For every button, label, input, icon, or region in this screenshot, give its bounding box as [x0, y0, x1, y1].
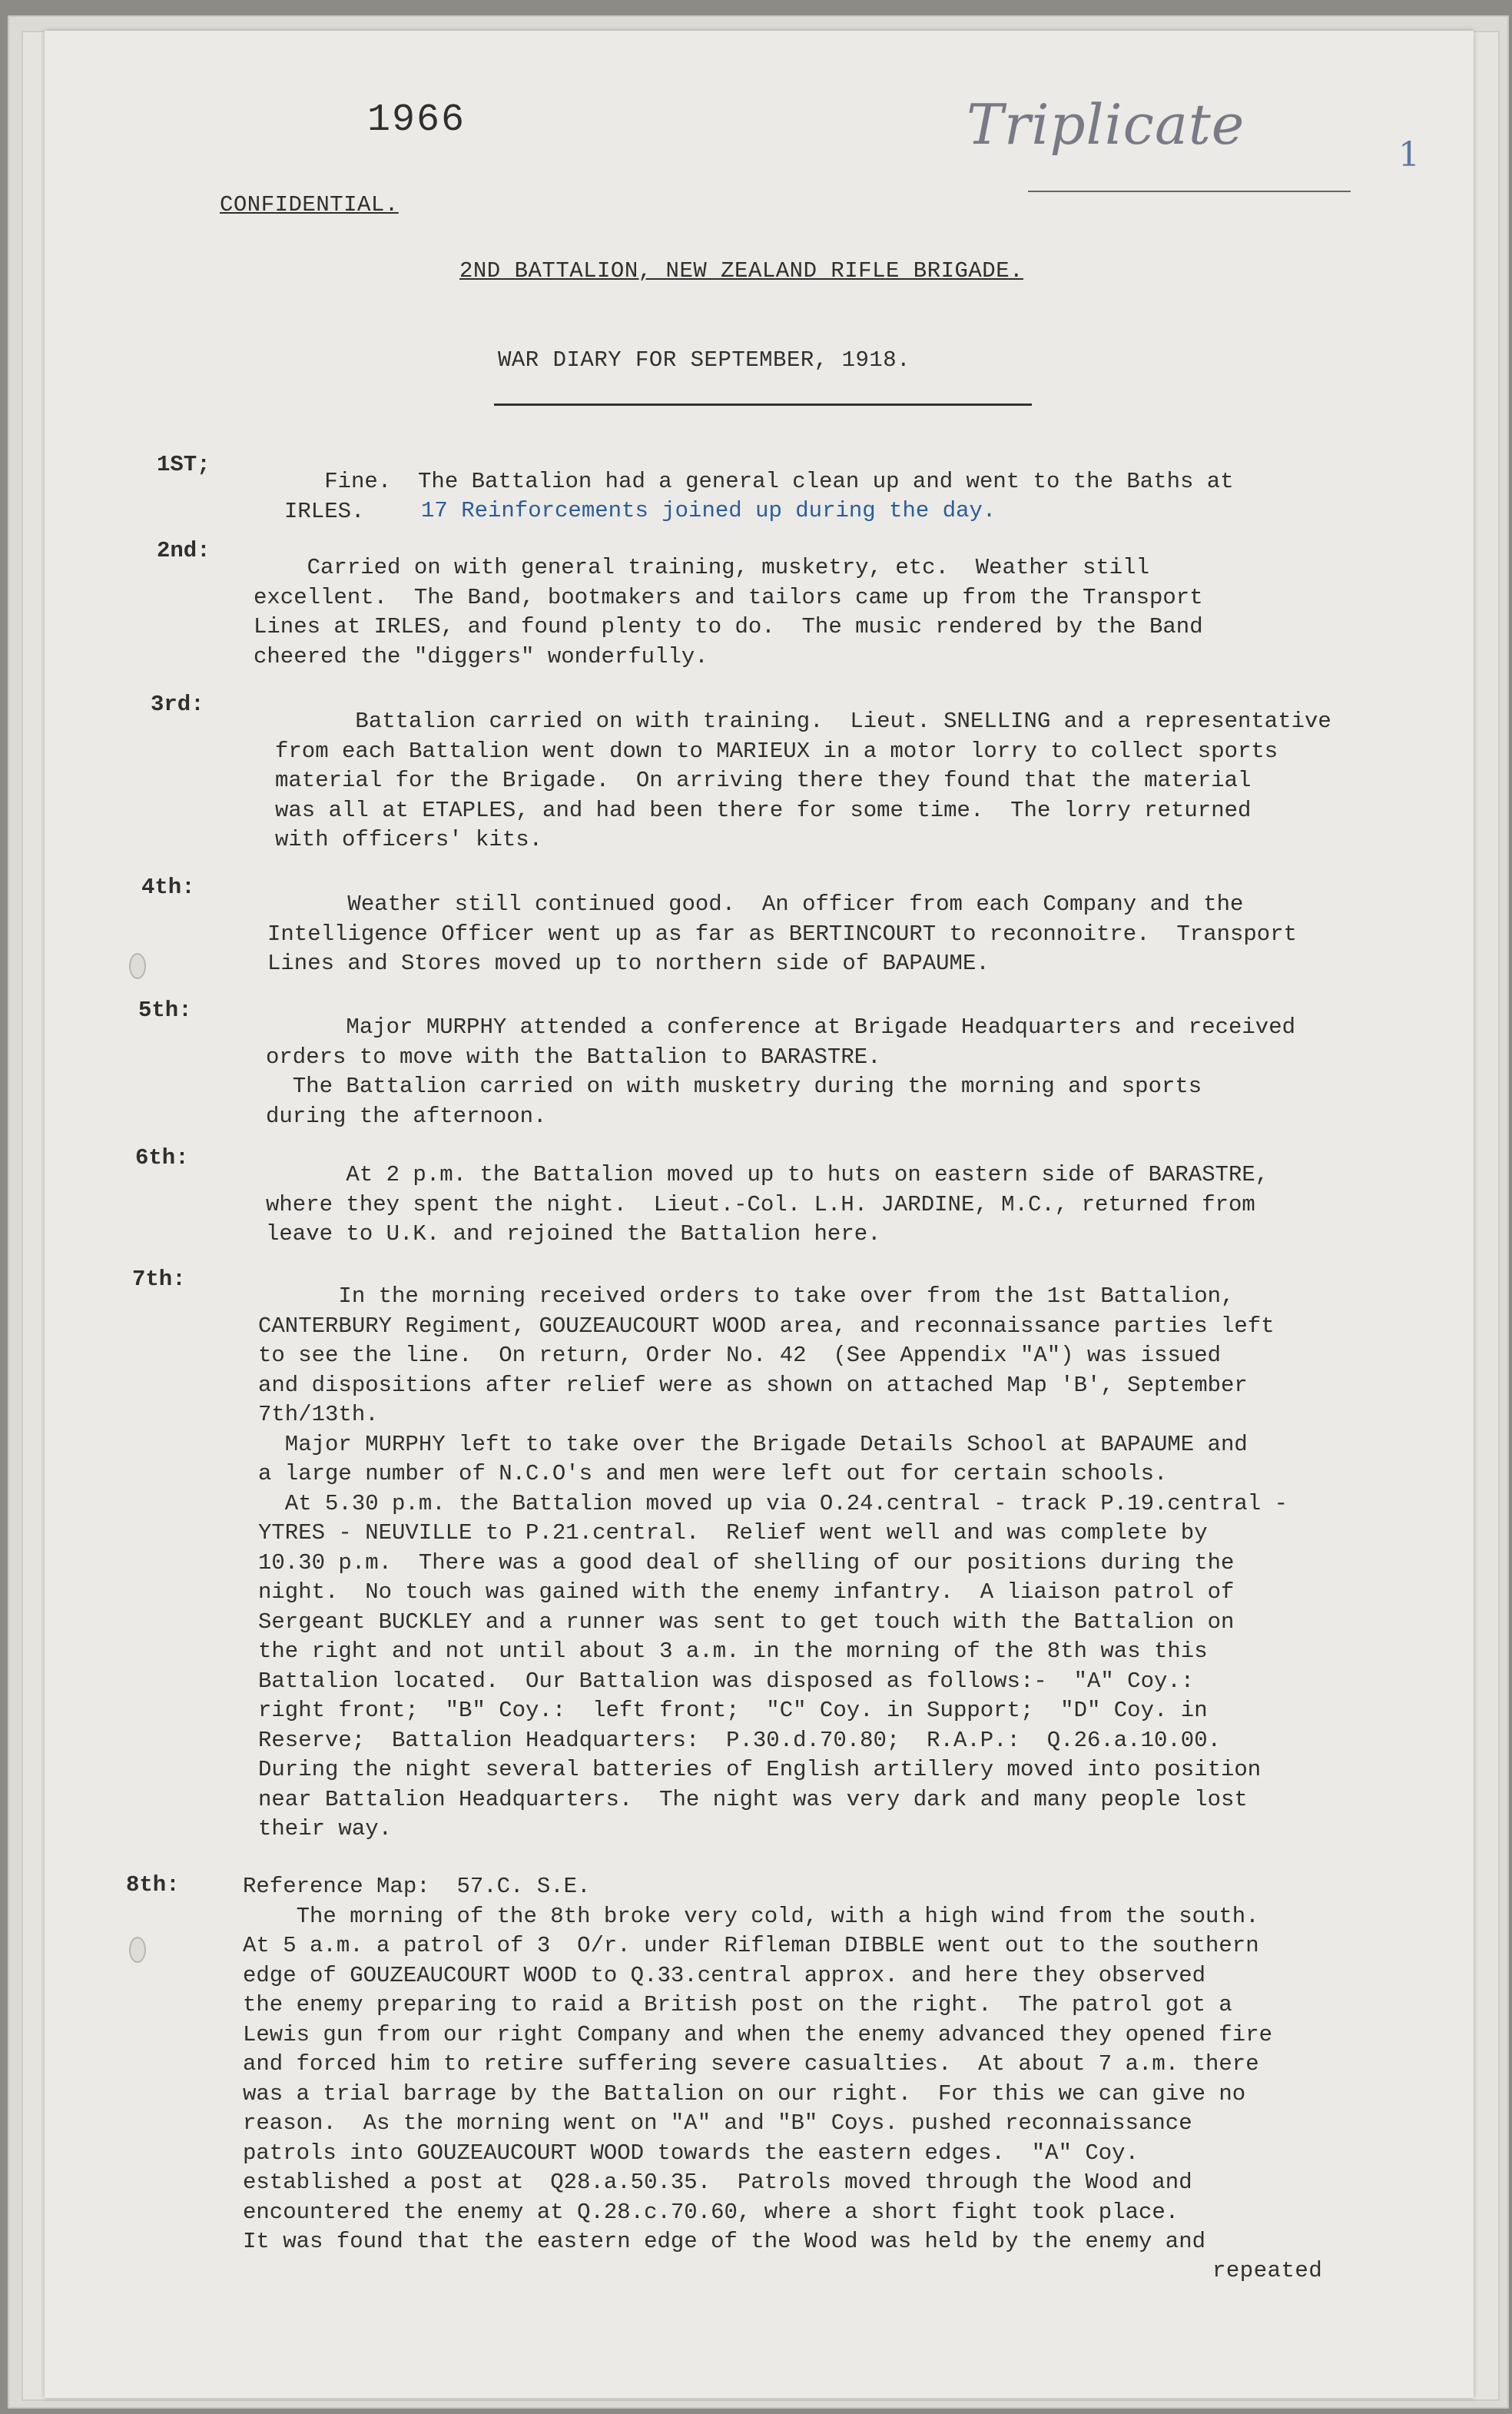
entry-body: At 2 p.m. the Battalion moved up to huts on eastern side of BARASTRE, where they spent the night. Lieut.-Col. L.H. JARDINE, M.C., returned from leave to U.K. and rejoined the Battalion here. — [266, 1162, 1269, 1247]
unit-title: 2ND BATTALION, NEW ZEALAND RIFLE BRIGADE. — [459, 258, 1024, 284]
entry-date: 2nd: — [157, 538, 211, 563]
punch-hole — [129, 1937, 146, 1963]
entry-date: 4th: — [141, 875, 195, 900]
file-number: 1966 — [367, 98, 466, 142]
title-rule — [494, 403, 1032, 406]
entry-body: Reference Map: 57.C. S.E. The morning of the 8th broke very cold, with a high wind from the south. At 5 a.m. a patrol of 3 O/r. under Rifleman DIBBLE went out to the southern edge of GOUZEAUCOURT WOOD to Q.33.central approx. and here they observed the enemy preparing to raid a British post on the right. The patrol got a Lewis gun from our right Company and when the enemy advanced they opened fire and forced him to retire suffering severe casualties. At about 7 a.m. there was a trial barrage by the Battalion on our right. For this we can give no reason. As the morning went on "A" and "B" Coys. pushed reconnaissance patrols into GOUZEAUCOURT WOOD towards the eastern edges. "A" Coy. established a post at Q28.a.50.35. Patrols moved through the Wood and encountered the enemy at Q.28.c.70.60, where a short fight took place. It was found that the eastern edge of the Wood was held by the enemy and — [243, 1874, 1273, 2254]
entry-date: 3rd: — [151, 692, 204, 717]
entry-date: 8th: — [126, 1872, 180, 1898]
punch-hole — [129, 953, 146, 979]
classification-label: CONFIDENTIAL. — [220, 192, 399, 217]
annotation-underline — [1028, 191, 1351, 192]
reinforcements-note: 17 Reinforcements joined up during the day. — [421, 498, 996, 523]
page-number: 1 — [1398, 135, 1421, 174]
entry-date: 7th: — [132, 1267, 186, 1292]
entry-body: Fine. The Battalion had a general clean up and went to the Baths at IRLES. — [284, 469, 1234, 524]
entry-body: Carried on with general training, musketry, etc. Weather still excellent. The Band, bootmakers and tailors came up from the Transport Lines at IRLES, and found plenty to do. The music rendered by the Band cheered the "diggers" wonderfully. — [254, 555, 1203, 669]
triplicate-annotation: Triplicate — [967, 92, 1245, 157]
diary-title: WAR DIARY FOR SEPTEMBER, 1918. — [498, 347, 911, 373]
catchword: repeated — [1212, 2258, 1323, 2283]
entry-body: Major MURPHY attended a conference at Brigade Headquarters and received orders to move with the Battalion to BARASTRE. The Battalion carried on with musketry during the morning and sports during the afternoon. — [266, 1014, 1296, 1129]
entry-date: 1ST; — [157, 452, 211, 477]
document-page — [45, 31, 1474, 2398]
entry-body: Battalion carried on with training. Lieut. SNELLING and a representative from each Battalion went down to MARIEUX in a motor lorry to collect sports material for the Brigade. On arriving there they found that the material was all at ETAPLES, and had been there for some time. The lorry returned with officers' kits. — [275, 709, 1331, 852]
entry-date: 6th: — [135, 1145, 189, 1170]
entry-body: In the morning received orders to take over from the 1st Battalion, CANTERBURY Regiment, GOUZEAUCOURT WOOD area, and reconnaissance parties left to see the line. On return, Order No. 42 (See Appendix "A") was issued and dispositions after relief were as shown on attached Map 'B', September 7th/13th. Major MURPHY left to take over the Brigade Details School at BAPAUME and a large number of N.C.O's and men were left out for certain schools. At 5.30 p.m. the Battalion moved up via O.24.central - track P.19.central - YTRES - NEUVILLE to P.21.central. Relief went well and was complete by 10.30 p.m. There was a good deal of shelling of our positions during the night. No touch was gained with the enemy infantry. A liaison patrol of Sergeant BUCKLEY and a runner was sent to get touch with the Battalion on the right and not until about 3 a.m. in the morning of the 8th was this Battalion located. Our Battalion was disposed as follows:- "A" Coy.: right front; "B" Coy.: left front; "C" Coy. in Support; "D" Coy. in Reserve; Battalion Headquarters: P.30.d.70.80; R.A.P.: Q.26.a.10.00. During the night several batteries of English artillery moved into position near Battalion Headquarters. The night was very dark and many people lost their way. — [258, 1283, 1288, 1841]
entry-body: Weather still continued good. An officer from each Company and the Intelligence Officer went up as far as BERTINCOURT to reconnoitre. Transport Lines and Stores moved up to northern side of BAPAUME. — [267, 892, 1298, 976]
entry-date: 5th: — [138, 998, 192, 1023]
